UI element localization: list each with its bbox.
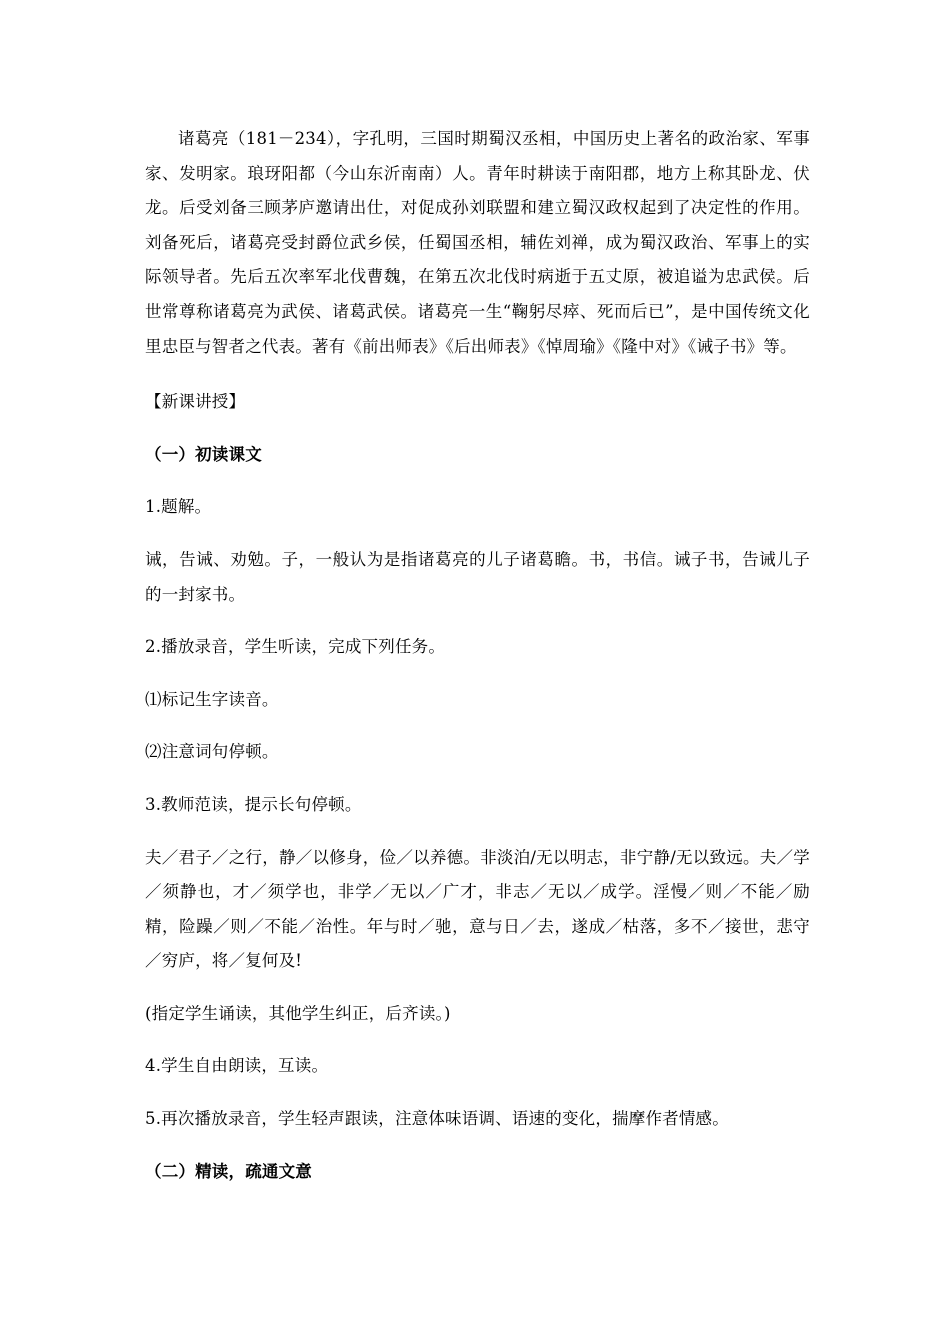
reading-note: (指定学生诵读，其他学生纠正，后齐读。) [145,1003,451,1023]
document-page [145,122,810,1189]
step-2: 2.播放录音，学生听读，完成下列任务。 [145,637,446,657]
task-1: ⑴标记生字读音。 [145,689,279,709]
step-5: 5.再次播放录音，学生轻声跟读，注意体味语调、语速的变化，揣摩作者情感。 [145,1109,729,1129]
intro-paragraph: 诸葛亮（181－234），字孔明，三国时期蜀汉丞相，中国历史上著名的政治家、军事家、发明家。琅玡阳都（今山东沂南南）人。青年时耕读于南阳郡，地方上称其卧龙、伏龙。后受刘备三顾茅庐邀请出仕，对促成孙刘联盟和建立蜀汉政权起到了决定性的作用。刘备死后，诸葛亮受封爵位武乡侯，任蜀国丞相，辅佐刘禅，成为蜀汉政治、军事上的实际领导者。先后五次率军北伐曹魏，在第五次北伐时病逝于五丈原，被追谥为忠武侯。后世常尊称诸葛亮为武侯、诸葛武侯。诸葛亮一生“鞠躬尽瘁、死而后已”，是中国传统文化里忠臣与智者之代表。著有《前出师表》《后出师表》《悼周瑜》《隆中对》《诫子书》等。 [145,129,810,356]
part1-heading: （一）初读课文 [145,444,262,464]
reading-passage: 夫／君子／之行，静／以修身，俭／以养德。非淡泊/无以明志，非宁静/无以致远。夫／学／须静也，才／须学也，非学／无以／广才，非志／无以／成学。淫慢／则／不能／励精，险躁／则／不能／治性。年与时／驰，意与日／去，遂成／枯落，多不／接世，悲守／穷庐，将／复何及! [145,847,810,971]
section-heading: 【新课讲授】 [145,392,246,412]
part2-heading: （二）精读，疏通文意 [145,1161,312,1181]
step-1-explanation: 诫，告诫、劝勉。子，一般认为是指诸葛亮的儿子诸葛瞻。书，书信。诫子书，告诫儿子的一封家书。 [145,549,810,604]
step-1: 1.题解。 [145,497,212,517]
task-2: ⑵注意词句停顿。 [145,742,279,762]
step-4: 4.学生自由朗读，互读。 [145,1056,329,1076]
step-3: 3.教师范读，提示长句停顿。 [145,794,362,814]
